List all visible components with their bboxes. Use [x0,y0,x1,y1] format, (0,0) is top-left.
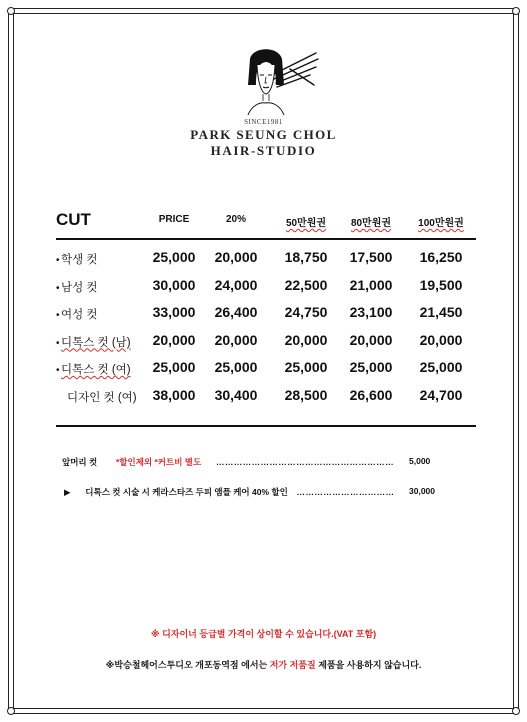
footer-note-suffix: 제품을 사용하지 않습니다. [315,660,422,670]
corner-ornament-bottom-left [7,707,15,715]
service-name: 여성 컷 [61,309,98,321]
price-cell: 20,000 [349,331,393,348]
price-cell: 24,750 [284,304,328,320]
price-cell: 25,000 [152,249,196,265]
table-row [56,300,476,328]
section-title: CUT [56,210,91,229]
corner-ornament-top-left [7,7,15,15]
price-cell: 19,500 [419,276,463,293]
row-label [56,279,98,295]
price-cell: 24,000 [214,276,258,293]
corner-ornament-top-right [512,7,520,15]
footer-note-highlight: 저가 저품질 [269,660,316,670]
column-header-80: 80만원권 [350,218,392,229]
column-header-100: 100만원권 [418,218,464,229]
price-cell: 25,000 [214,359,258,375]
price-cell: 20,000 [214,331,258,348]
price-cell: 20,000 [284,331,328,348]
service-name: 디자인 컷 (여) [67,391,137,404]
table-row [56,328,476,356]
footer-note-prefix: ※박승철헤어스투디오 개포동역점 에서는 [105,660,270,670]
bullet-icon: • [56,337,60,349]
service-name: 남성 컷 [61,281,98,294]
column-header-price: PRICE [158,214,190,225]
row-label [56,251,98,267]
bullet-icon: • [56,310,60,321]
table-row [56,383,476,411]
price-cell: 22,500 [284,276,328,293]
column-header-20pct: 20% [225,214,246,225]
service-name: 디톡스 컷 (남) [61,336,131,349]
price-cell: 26,400 [214,304,258,320]
table-top-rule [56,238,476,240]
price-warning: ※ 디자이너 등급별 가격이 상이할 수 있습니다.(VAT 포함) [150,629,377,639]
row-label [56,306,98,322]
price-cell: 28,500 [284,386,328,403]
price-cell: 30,400 [214,386,258,403]
salon-logo [230,45,320,121]
brand-subtitle: HAIR-STUDIO [210,143,317,158]
price-cell: 33,000 [152,304,196,320]
corner-ornament-bottom-right [512,707,520,715]
table-bottom-rule [56,425,476,427]
price-cell: 20,000 [214,249,258,265]
service-name: 학생 컷 [61,254,98,266]
bullet-icon: • [56,365,60,376]
row-label [56,334,131,350]
price-cell: 17,500 [349,249,393,265]
detox-note [64,486,394,498]
leader-dots: …………………………………………………… [215,457,394,467]
leader-dots: …………………………… [296,487,395,497]
bangs-note [62,456,394,468]
price-cell: 30,000 [152,276,196,293]
price-cell: 21,000 [349,276,393,293]
brand-name: PARK SEUNG CHOL [190,127,337,142]
table-row [56,245,476,273]
price-table-header [56,210,476,232]
row-label [56,361,131,377]
table-row [56,273,476,301]
bullet-icon: • [56,255,60,266]
service-name: 디톡스 컷 (여) [61,364,131,376]
price-cell: 38,000 [152,386,196,403]
price-cell: 21,450 [419,304,463,320]
bangs-label: 앞머리 컷 [62,457,98,467]
row-label [62,389,137,405]
woman-portrait-logo-icon [230,45,320,121]
footer-note [0,658,527,671]
column-header-50: 50만원권 [285,218,327,229]
bullet-icon: • [56,282,60,294]
detox-promo-text: 디톡스 컷 시술 시 케라스타즈 두피 앰플 케어 40% 할인 [85,487,288,497]
bangs-discount-note: *할인제외 *커트비 별도 [115,457,202,467]
arrow-right-icon: ▶ [64,487,71,497]
price-cell: 25,000 [152,359,196,375]
price-table-body [56,245,476,410]
price-cell: 25,000 [349,359,393,375]
price-cell: 20,000 [419,331,463,348]
detox-price: 30,000 [409,486,435,496]
price-cell: 25,000 [419,359,463,375]
price-cell: 18,750 [284,249,328,265]
price-cell: 26,600 [349,386,393,403]
price-cell: 20,000 [152,331,196,348]
price-cell: 24,700 [419,386,463,403]
brand-since: SINCE1981 [244,118,283,126]
table-row [56,355,476,383]
price-cell: 23,100 [349,304,393,320]
bangs-price: 5,000 [409,456,431,466]
price-cell: 16,250 [419,249,463,265]
price-cell: 25,000 [284,359,328,375]
